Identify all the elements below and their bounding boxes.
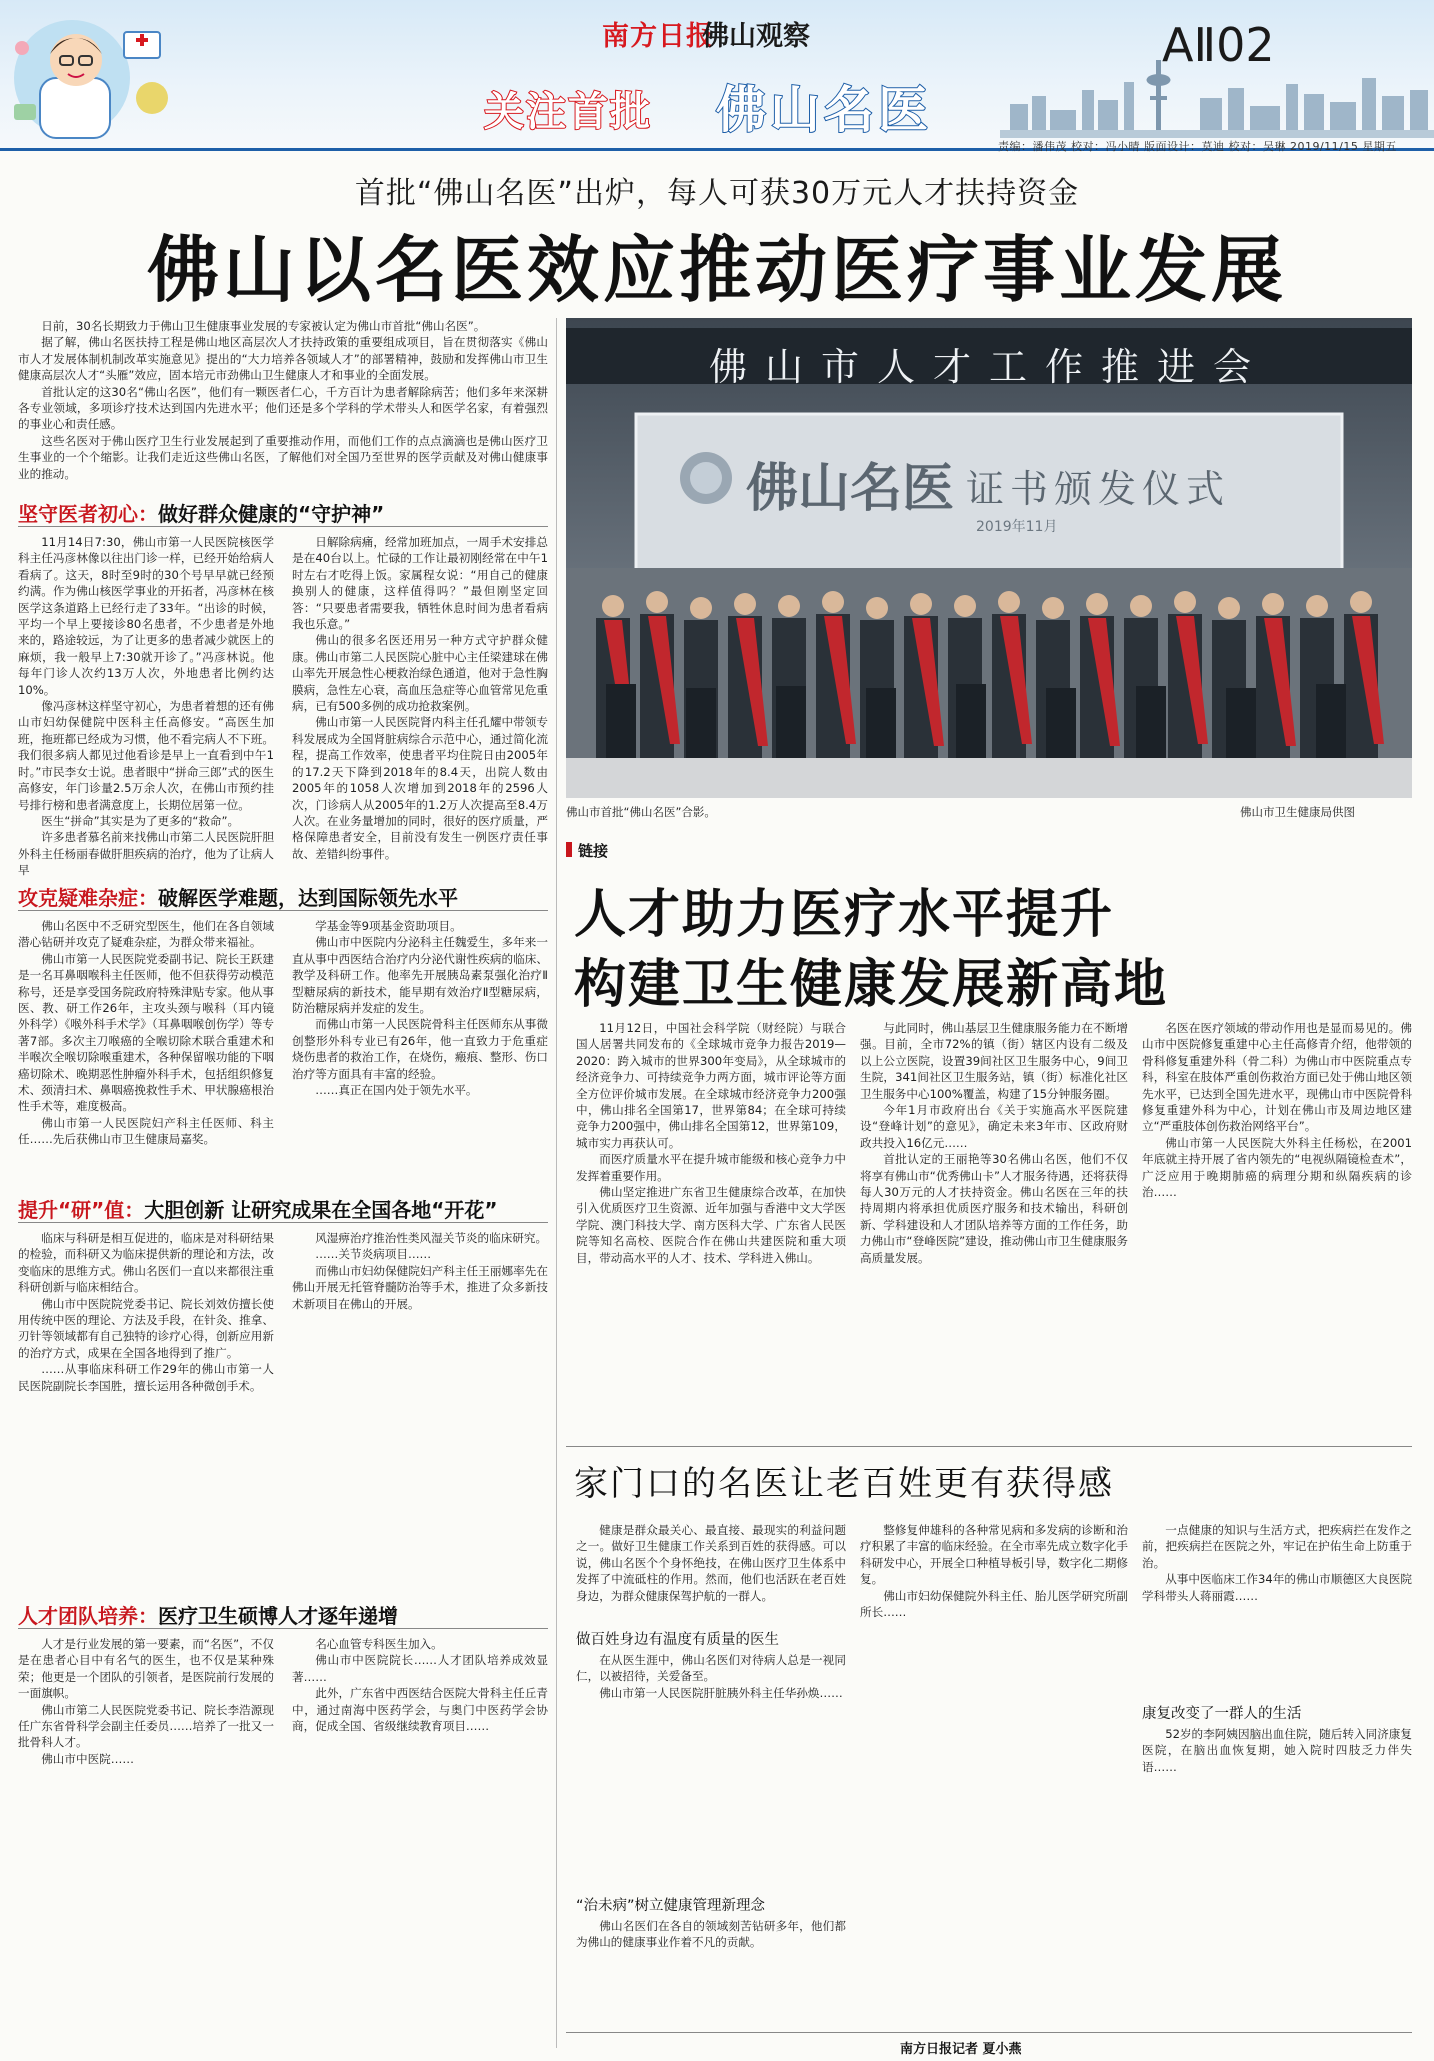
paragraph: 今年1月市政府出台《关于实施高水平医院建设“登峰计划”的意见》，确定未来3年市、区政府财政共投入16亿元…… [860,1103,1128,1150]
article-column [1142,1726,1412,2028]
link-title-line-1: 人才助力医疗水平提升 [574,884,1115,945]
link-marker [566,842,572,857]
section-heading [18,882,458,911]
paragraph: 佛山市中医院内分泌科主任魏爱生，多年来一直从事中西医结合治疗内分泌代谢性疾病的临床、教学及科研工作。他率先开展胰岛素泵强化治疗Ⅱ型糖尿病的新技术，能早期有效治疗Ⅱ型糖尿病，防治糖尿病并发症的发生。 [292,935,548,1016]
lead-paragraph: 首批认定的这30名“佛山名医”，他们有一颗医者仁心，千方百计为患者解除病苦；他们多年来深耕各专业领域，多项诊疗技术达到国内先进水平；他们还是多个学科的学术带头人和医学名家，有着强烈的事业心和责任感。 [18,384,548,432]
doctor-illustration-icon [12,8,182,140]
paragraph: 佛山市妇幼保健院外科主任、胎儿医学研究所副所长…… [860,1588,1128,1620]
photo-banner-text: 佛山市人才工作推进会 [708,345,1269,389]
group-photo [566,318,1412,798]
article-column [1142,1020,1412,1438]
paragraph: 佛山市第二人民医院党委书记、院长李浩源现任广东省骨科学会副主任委员……培养了一批又一批骨科人才。 [18,1702,274,1750]
article-column [292,1230,548,1586]
divider [18,1628,548,1629]
lead-paragraph: 据了解，佛山名医扶持工程是佛山地区高层次人才扶持政策的重要组成项目，旨在贯彻落实《佛山市人才发展体制机制改革实施意见》提出的“大力培养各领域人才”的部署精神，鼓励和发挥佛山市卫生健康高层次人才“头雁”效应，固本培元市劲佛山卫生健康人才和事业的全面发展。 [18,335,548,383]
byline: 南方日报记者 夏小燕 [900,2042,1022,2057]
section-heading [18,1194,498,1223]
section-heading-prefix: 人才团队培养： [18,1604,158,1628]
paragraph: 佛山市第一人民医院肝脏胰外科主任华孙焕…… [599,1685,843,1700]
main-headline: 佛山以名医效应推动医疗事业发展 [146,227,1287,312]
paragraph: 医生“拼命”其实是为了更多的“救命”。 [41,813,240,828]
paragraph: 佛山名医们在各自的领域刻苦钻研多年，他们都为佛山的健康事业作着不凡的贡献。 [576,1919,846,1950]
section-heading-prefix: 提升“研”值： [18,1198,145,1222]
article-column [576,1652,846,1886]
paragraph: 在从医生涯中，佛山名医们对待病人总是一视同仁，以被招待，关爱备至。 [576,1653,846,1684]
paragraph: 临床与科研是相互促进的，临床是对科研结果的检验，而科研又为临床提供新的理论和方法，改变临床的思维方式。佛山名医们一直以来都很注重科研创新与临床相结合。 [18,1231,274,1295]
divider [18,526,548,527]
paragraph: 佛山名医中不乏研究型医生，他们在各自领域潜心钻研并攻克了疑难杂症，为群众带来福祉。 [18,919,274,950]
paragraph: 风湿痹治疗推治性类风湿关节炎的临床研究。 [315,1231,548,1245]
paragraph: 整修复伸雄科的各种常见病和多发病的诊断和治疗积累了丰富的临床经验。在全市率先成立数字化手科研发中心，开展全口种植导板引导，数字化二期修复。 [860,1523,1128,1587]
story-title: 家门口的名医让老百姓更有获得感 [574,1464,1114,1504]
column-divider [556,318,557,2048]
article-column [292,534,548,868]
article-column [18,534,274,878]
paragraph: 学基金等9项基金资助项目。 [315,919,462,933]
paragraph: 从事中医临床工作34年的佛山市顺德区大良医院学科带头人蒋丽霞…… [1142,1572,1412,1603]
column-title: 佛山名医 [716,80,932,139]
paragraph: 名心血管专科医生加入。 [315,1637,443,1651]
section-name: 佛山观察 [702,21,810,52]
lead-paragraph: 日前，30名长期致力于佛山卫生健康事业发展的专家被认定为佛山市首批“佛山名医”。 [41,319,486,333]
paragraph: ……关节炎病项目…… [315,1247,432,1262]
article-column [292,918,548,1182]
paragraph: 佛山市第一人民医院肾内科主任孔耀中带领专科发展成为全国肾脏病综合示范中心，通过简化流程，提高工作效率，使患者平均住院日由2005年的17.2天下降到2018年的8.4天，出院人数由2005年的1058人次增加到2018年的2596人次，门诊病人从2005年的1.2万人次提高至8.4万人次。在业务量增加的同时，很好的医疗质量，严格保障患者安全，目前没有发生一例医疗责任事故、差错纠纷事件。 [292,715,548,861]
paragraph: 佛山的很多名医还用另一种方式守护群众健康。佛山市第二人民医院心脏中心主任梁建球在佛山率先开展急性心梗救治绿色通道，他对于急性胸膜病，急性左心衰，高血压急症等心血管常见危重病，已有500多例的成功抢救案例。 [292,633,548,714]
divider [566,2032,1412,2033]
article-column [576,1020,846,1438]
column-title-prefix: 关注首批 [484,89,652,135]
section-heading-text: 大胆创新 让研究成果在全国各地“开花” [144,1198,498,1222]
paragraph: 许多患者慕名前来找佛山市第二人民医院肝胆外科主任杨丽春做肝胆疾病的治疗，他为了让病人早 [18,830,274,878]
story-subheading: 康复改变了一群人的生活 [1142,1706,1302,1722]
page-number: AⅡ02 [1162,18,1275,72]
paragraph: 11月12日，中国社会科学院（财经院）与联合国人居署共同发布的《全球城市竞争力报告2019—2020：跨入城市的世界300年变局》，从全球城市的经济竞争力、可持续竞争力两方面，城市评论等方面全方位评价城市发展。在全球城市经济竞争力200强中，佛山排名全国第17，世界第84；在全球可持续竞争力200强中，佛山排名全国第12，世界第109，城市实力再获认可。 [576,1021,846,1150]
paragraph: 而医疗质量水平在提升城市能级和核心竞争力中发挥着重要作用。 [576,1152,846,1183]
paragraph: 11月14日7:30，佛山市第一人民医院核医学科主任冯彦林像以往出门诊一样，已经开始给病人看病了。这天，8时至9时的30个号早早就已经预约满。作为佛山核医学事业的开拓者，冯彦林在核医学这条道路上已经行走了33年。“出诊的时候，平均一个早上要接诊80名患者，不少患者是外地来的，路途较远，为了让更多的患者减少就医上的麻烦，我一般早上7:30就开诊了。”冯彦林说。他每年门诊人次约13万人次，外地患者比例约达10%。 [18,535,274,697]
article-column [1142,1522,1412,1692]
section-heading-prefix: 攻克疑难杂症： [18,886,158,910]
link-title-line-2: 构建卫生健康发展新高地 [574,954,1169,1015]
paragraph: 佛山市中医院院长……人才团队培养成效显著…… [292,1653,548,1684]
lead-paragraphs [18,318,548,481]
paragraph: 佛山市中医院院党委书记、院长刘效仿擅长使用传统中医的理论、方法及手段，在针灸、推拿、刃针等领域都有自己独特的诊疗心得，创新应用新的治疗方式，成果在全国各地得到了推广。 [18,1296,274,1360]
photo-credit: 佛山市卫生健康局供图 [1240,805,1355,819]
divider [18,1222,548,1223]
paragraph: 名医在医疗领域的带动作用也是显而易见的。佛山市中医院修复重建中心主任高修青介绍，他带领的骨科修复重建外科（骨二科）为佛山市中医院重点专科，科室在肢体严重创伤救治方面已处于佛山地区领先水平，已达到全国先进水平，现佛山市中医院骨科修复重建外科为中心，计划在佛山市及周边地区建立“严重肢体创伤救治网络平台”。 [1142,1021,1412,1134]
paragraph: 与此同时，佛山基层卫生健康服务能力在不断增强。目前，全市72%的镇（街）辖区内设有二级及以上公立医院，设置39间社区卫生服务中心，9间卫生院，341间社区卫生服务站，镇（街）标准化社区卫生服务中心100%覆盖，构建了15分钟服务圈。 [860,1021,1128,1101]
paragraph: 而佛山市妇幼保健院妇产科主任王丽娜率先在佛山开展无托管脊髓防治等手术，推进了众多新技术新项目在佛山的开展。 [292,1263,548,1311]
article-column [18,1636,274,2050]
photo-backdrop-title: 佛山名医 [746,458,955,519]
sub-headline: 首批“佛山名医”出炉，每人可获30万元人才扶持资金 [354,176,1080,211]
story-subheading: “治未病”树立健康管理新理念 [576,1898,766,1914]
paragraph: ……真正在国内处于领先水平。 [315,1083,478,1098]
article-column [576,1522,846,1618]
photo-backdrop-subtitle: 证书颁发仪式 [966,467,1231,511]
article-column [18,1230,274,1586]
paragraph: ……从事临床科研工作29年的佛山市第一人民医院副院长李国胜，擅长运用各种微创手术。 [18,1362,274,1393]
article-column [860,1020,1128,1438]
paragraph: 佛山市第一人民医院党委副书记、院长王跃建是一名耳鼻咽喉科主任医师，他不但获得劳动模范称号，还是享受国务院政府特殊津贴专家。他从事医、教、研工作26年，主攻头颈与喉科（耳内镜外科学）《喉外科手术学》（耳鼻咽喉创伤学）等专著7部。多次主刀喉癌的全喉切除术联合重建术和半喉次全喉切除喉重建术，各种保留喉功能的下咽癌切除术、晚期恶性肿瘤外科手术，包括组织修复术、颈清扫术、鼻咽癌挽救性手术、甲状腺癌根治性手术等，难度极高。 [18,951,274,1114]
article-column [576,1918,846,2028]
story-subheading: 做百姓身边有温度有质量的医生 [576,1632,779,1648]
paragraph: 52岁的李阿姨因脑出血住院，随后转入同济康复医院，在脑出血恢复期，她入院时四肢乏力伴失语…… [1142,1727,1412,1774]
paragraph: 佛山市第一人民医院妇产科主任医师、科主任……先后获佛山市卫生健康局嘉奖。 [18,1115,274,1147]
section-heading [18,498,384,527]
paragraph: 而佛山市第一人民医院骨科主任医师东从事微创整形外科专业已有26年，他一直致力于危重症烧伤患者的救治工作，在烧伤，瘢痕、整形、伤口治疗等方面具有丰富的经验。 [292,1017,548,1081]
divider [18,910,548,911]
section-heading-text: 破解医学难题，达到国际领先水平 [158,886,458,910]
paragraph: 佛山坚定推进广东省卫生健康综合改革，在加快引入优质医疗卫生资源、近年加强与香港中文大学医学院、澳门科技大学、南方医科大学、广东省人民医院等知名高校、医院合作在佛山共建医院和重大项目，带动高水平的人才、技术、学科进入佛山。 [576,1185,846,1265]
section-heading [18,1600,398,1629]
paragraph: 佛山市中医院…… [41,1751,134,1766]
masthead [0,0,1434,151]
paragraph: 人才是行业发展的第一要素，而“名医”，不仅是在患者心目中有名气的医生，也不仅是某种殊荣；他更是一个团队的引领者，是医院前行发展的一面旗帜。 [18,1637,274,1701]
section-heading-text: 做好群众健康的“守护神” [158,502,385,526]
paragraph: 佛山市第一人民医院大外科主任杨松，在2001年底就主持开展了省内领先的“电视纵隔镜检查术”，广泛应用于晚期肺癌的病理分期和纵隔疾病的诊治…… [1142,1135,1412,1200]
paragraph: 健康是群众最关心、最直接、最现实的利益问题之一。做好卫生健康工作关系到百姓的获得感。可以说，佛山名医个个身怀绝技，在佛山医疗卫生体系中发挥了中流砥柱的作用。然而，他们也活跃在老百姓身边，为群众健康保驾护航的一群人。 [576,1523,846,1603]
section-heading-prefix: 坚守医者初心： [18,502,158,526]
divider [566,1446,1412,1447]
paragraph: 一点健康的知识与生活方式，把疾病拦在发作之前，把疾病拦在医院之外，牢记在护佑生命上防重于治。 [1142,1523,1412,1570]
link-tag: 链接 [578,842,609,860]
photo-caption: 佛山市首批“佛山名医”合影。 [566,805,716,819]
article-column [860,1522,1128,2028]
paragraph: 首批认定的王丽艳等30名佛山名医，他们不仅将享有佛山市“优秀佛山卡”人才服务待遇，还将获得每人30万元的人才扶持资金。佛山名医在三年的扶持周期内将承担优质医疗服务和技术输出，科研创新、学科建设和人才团队培养等方面的工作任务，助力佛山市“登峰医院”建设，推动佛山市卫生健康服务高质量发展。 [860,1152,1128,1265]
paragraph: 日解除病痛，经常加班加点，一周手术安排总是在40台以上。忙碌的工作让最初刚经常在中午1时左右才吃得上饭。家属程女说：“用自己的健康换别人的健康，这样值得吗？”最但刚坚定回答：“只要患者需要我，牺牲休息时间为患者看病我也乐意。” [292,535,548,632]
editor-credits: 责编：潘伟茂 校对：冯小晴 版面设计：莫迪 校对：吴琳 2019/11/15 星期五 [998,140,1397,153]
article-column [292,1636,548,2050]
paragraph: 此外，广东省中西医结合医院大骨科主任丘青中，通过南海中医药学会，与奥门中医药学会协商，促成全国、省级继续教育项目…… [292,1686,548,1734]
newspaper-name: 南方日报 [602,21,714,52]
article-column [18,918,274,1182]
paragraph: 像冯彦林这样坚守初心，为患者着想的还有佛山市妇幼保健院中医科主任高修安。“高医生加班，拖班都已经成为习惯，他不看完病人不下班。我们很多病人都见过他看诊是早上一直看到中午1时。”市民李女士说。患者眼中“拼命三郎”式的医生高修安，年门诊量2.5万余人次，在佛山市预约挂号排行榜和患者满意度上，长期位居第一位。 [18,699,274,812]
section-heading-text: 医疗卫生硕博人才逐年递增 [158,1604,398,1628]
photo-backdrop-date: 2019年11月 [976,519,1058,535]
lead-paragraph: 这些名医对于佛山医疗卫生行业发展起到了重要推动作用，而他们工作的点点滴滴也是佛山医疗卫生事业的一个个缩影。让我们走近这些佛山名医，了解他们对全国乃至世界的医学贡献及对佛山健康事业的推动。 [18,433,548,481]
